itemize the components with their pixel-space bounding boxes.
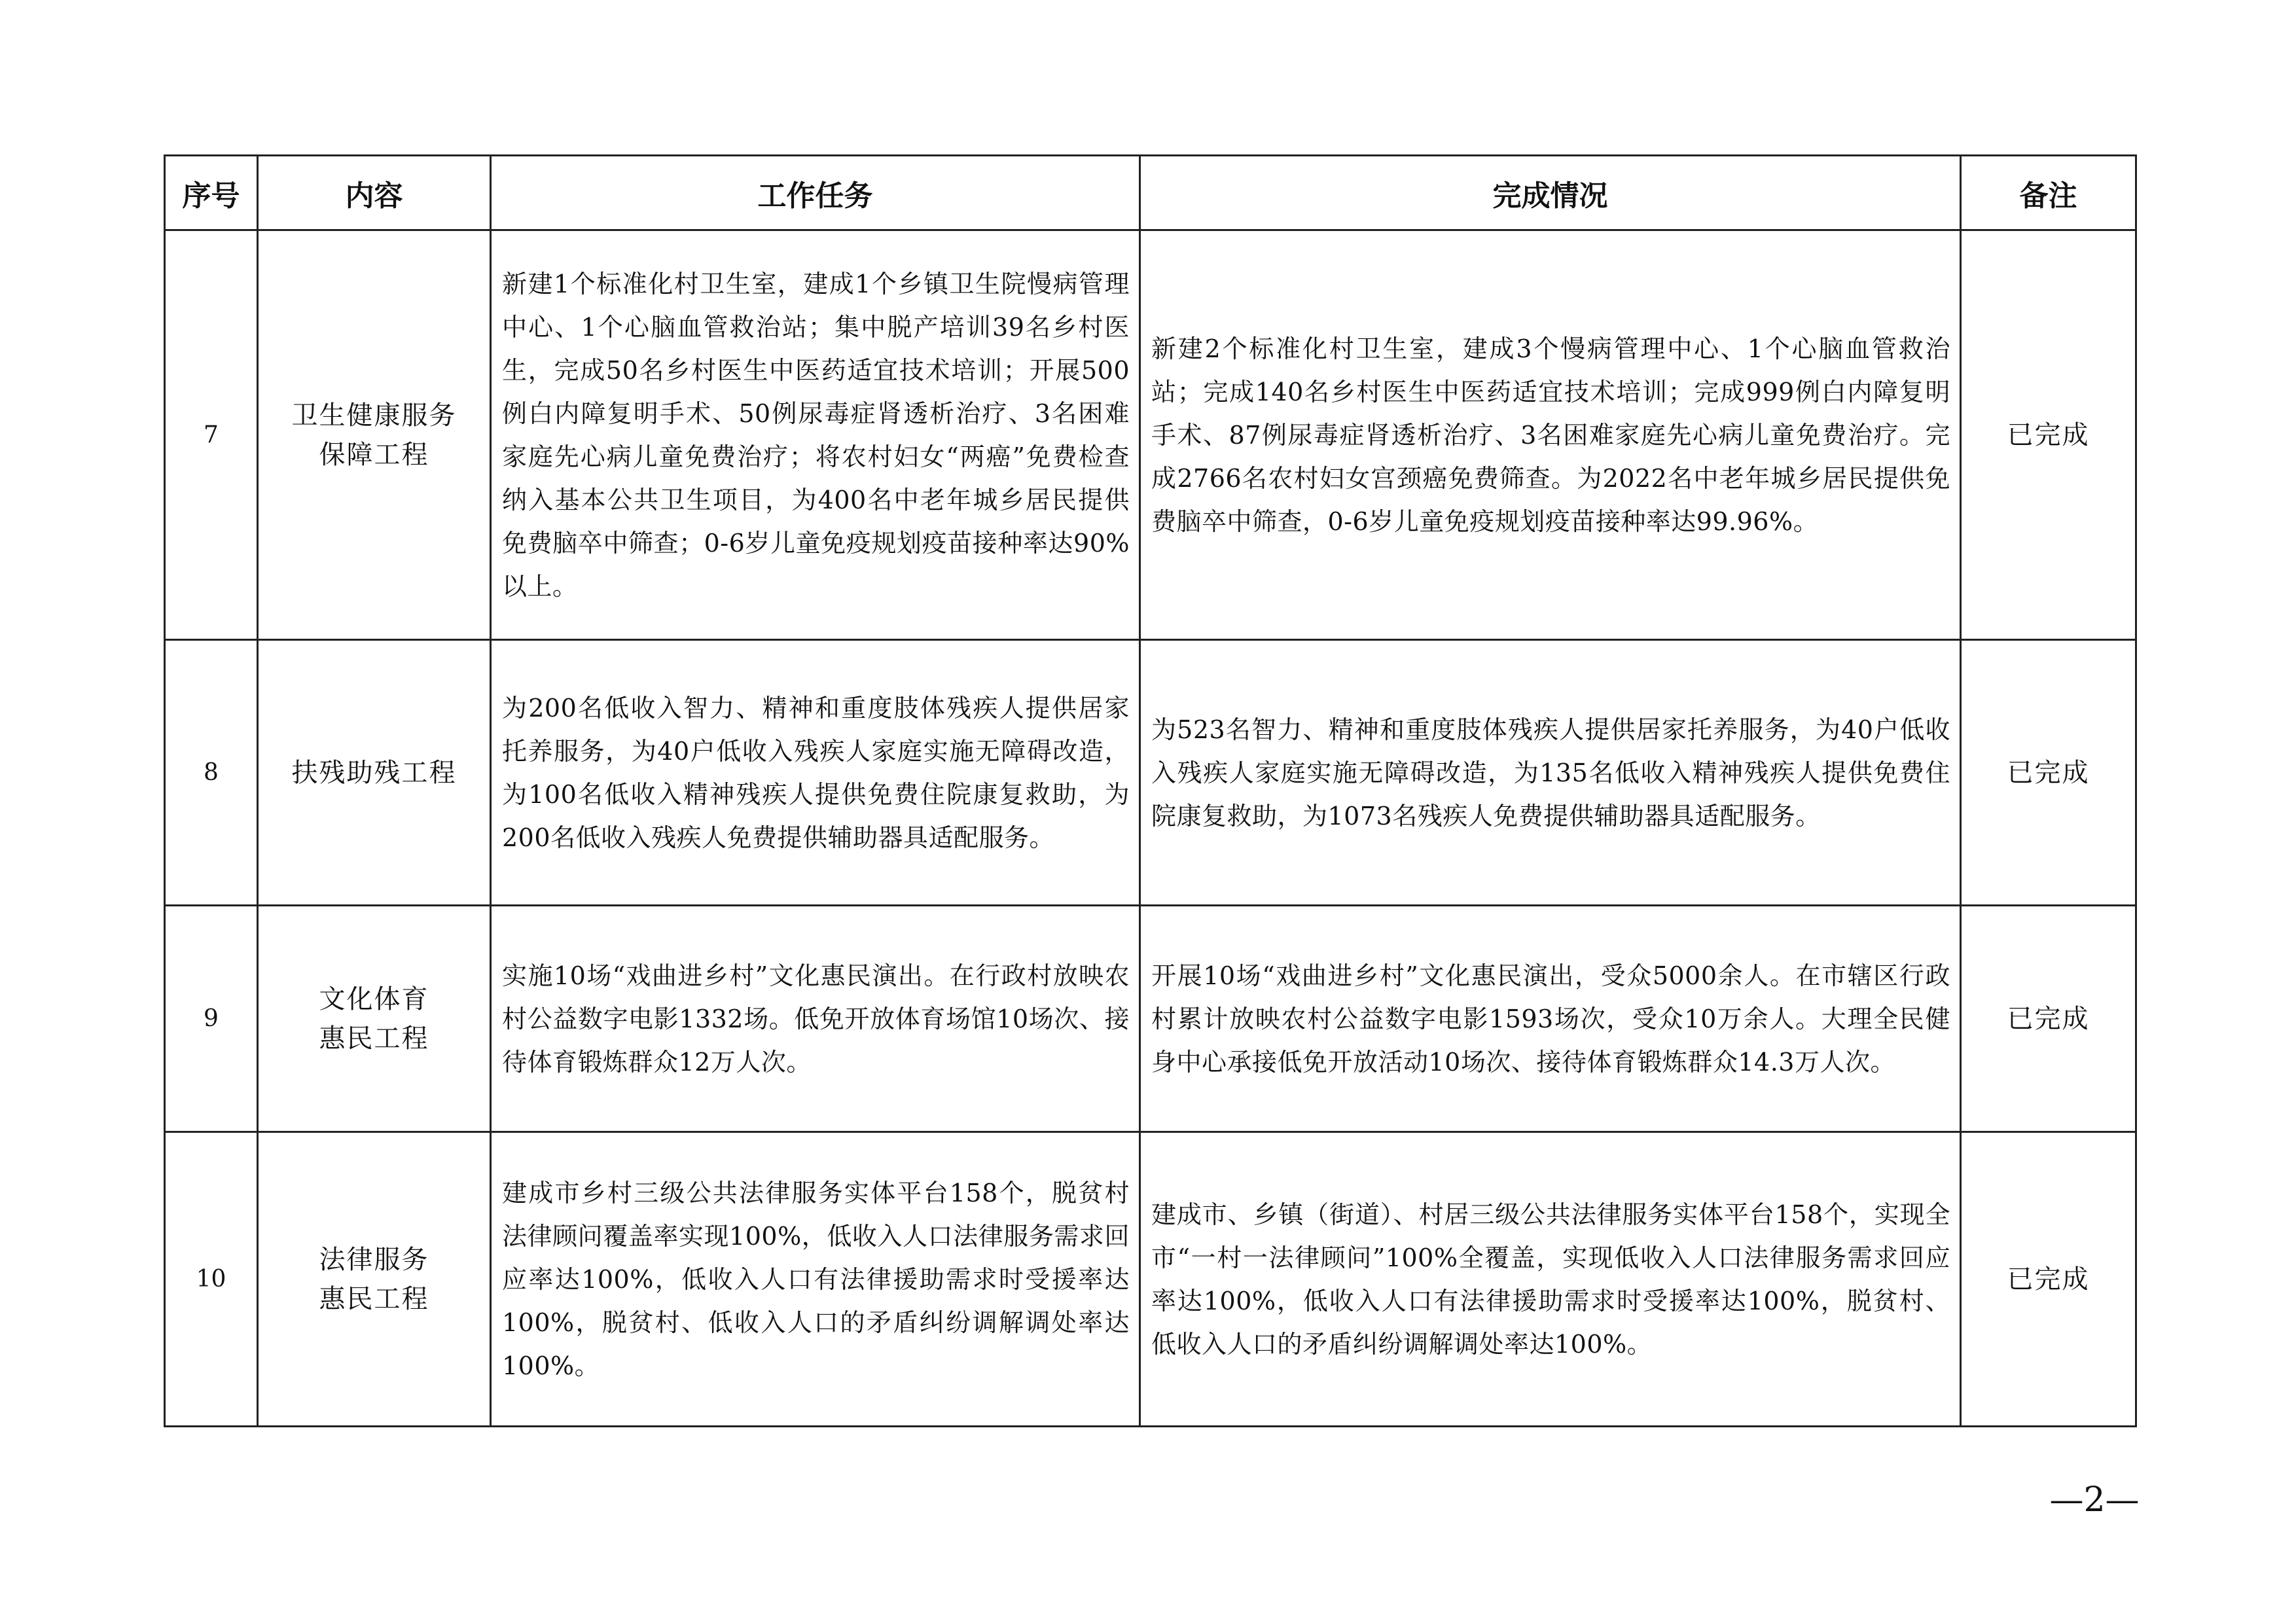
row-completion: 为523名智力、精神和重度肢体残疾人提供居家托养服务，为40户低收入残疾人家庭实施无障碍改造，为135名低收入精神残疾人提供免费住院康复救助，为1073名残疾人免费提供辅助器具适配服务。: [1140, 640, 1961, 906]
row-content: [258, 230, 491, 640]
row-completion: 开展10场“戏曲进乡村”文化惠民演出，受众5000余人。在市辖区行政村累计放映农村公益数字电影1593场次，受众10万余人。大理全民健身中心承接低免开放活动10场次、接待体育锻炼群众14.3万人次。: [1140, 906, 1961, 1132]
row-no: 7: [165, 230, 258, 640]
header-note: 备注: [1961, 156, 2136, 230]
row-task: 建成市乡村三级公共法律服务实体平台158个，脱贫村法律顾问覆盖率实现100%，低收入人口法律服务需求回应率达100%，低收入人口有法律援助需求时受援率达100%，脱贫村、低收入人口的矛盾纠纷调解调处率达100%。: [491, 1132, 1140, 1427]
table-row: [165, 230, 2136, 640]
row-content-line: 惠民工程: [319, 1023, 429, 1054]
row-task: 为200名低收入智力、精神和重度肢体残疾人提供居家托养服务，为40户低收入残疾人家庭实施无障碍改造，为100名低收入精神残疾人提供免费住院康复救助，为200名低收入残疾人免费提供辅助器具适配服务。: [491, 640, 1140, 906]
page-number: —2—: [2049, 1480, 2140, 1520]
row-task: 新建1个标准化村卫生室，建成1个乡镇卫生院慢病管理中心、1个心脑血管救治站；集中脱产培训39名乡村医生，完成50名乡村医生中医药适宜技术培训；开展500例白内障复明手术、50例尿毒症肾透析治疗、3名困难家庭先心病儿童免费治疗；将农村妇女“两癌”免费检查纳入基本公共卫生项目，为400名中老年城乡居民提供免费脑卒中筛查；0-6岁儿童免疫规划疫苗接种率达90%以上。: [491, 230, 1140, 640]
row-note: 已完成: [1961, 906, 2136, 1132]
table-row: [165, 1132, 2136, 1427]
row-content-line: 文化体育: [319, 984, 429, 1014]
document-table-container: [164, 154, 2135, 1427]
row-note: 已完成: [1961, 1132, 2136, 1427]
work-task-table: [164, 154, 2137, 1427]
row-completion: 新建2个标准化村卫生室，建成3个慢病管理中心、1个心脑血管救治站；完成140名乡村医生中医药适宜技术培训；完成999例白内障复明手术、87例尿毒症肾透析治疗、3名困难家庭先心病儿童免费治疗。完成2766名农村妇女宫颈癌免费筛查。为2022名中老年城乡居民提供免费脑卒中筛查，0-6岁儿童免疫规划疫苗接种率达99.96%。: [1140, 230, 1961, 640]
header-no: 序号: [165, 156, 258, 230]
row-content: [258, 906, 491, 1132]
table-row: [165, 640, 2136, 906]
row-no: 8: [165, 640, 258, 906]
table-header-row: [165, 156, 2136, 230]
row-note: 已完成: [1961, 640, 2136, 906]
row-content-line: 卫生健康服务: [291, 400, 457, 431]
row-content-line: 扶残助残工程: [291, 757, 457, 788]
header-content: 内容: [258, 156, 491, 230]
row-completion: 建成市、乡镇（街道）、村居三级公共法律服务实体平台158个，实现全市“一村一法律顾问”100%全覆盖，实现低收入人口法律服务需求回应率达100%，低收入人口有法律援助需求时受援率达100%，脱贫村、低收入人口的矛盾纠纷调解调处率达100%。: [1140, 1132, 1961, 1427]
row-no: 10: [165, 1132, 258, 1427]
row-content: [258, 1132, 491, 1427]
table-row: [165, 906, 2136, 1132]
row-note: 已完成: [1961, 230, 2136, 640]
header-task: 工作任务: [491, 156, 1140, 230]
row-content-line: 法律服务: [319, 1244, 429, 1275]
row-task: 实施10场“戏曲进乡村”文化惠民演出。在行政村放映农村公益数字电影1332场。低免开放体育场馆10场次、接待体育锻炼群众12万人次。: [491, 906, 1140, 1132]
row-content-line: 惠民工程: [319, 1283, 429, 1314]
row-content: [258, 640, 491, 906]
row-no: 9: [165, 906, 258, 1132]
header-completion: 完成情况: [1140, 156, 1961, 230]
row-content-line: 保障工程: [319, 439, 429, 470]
